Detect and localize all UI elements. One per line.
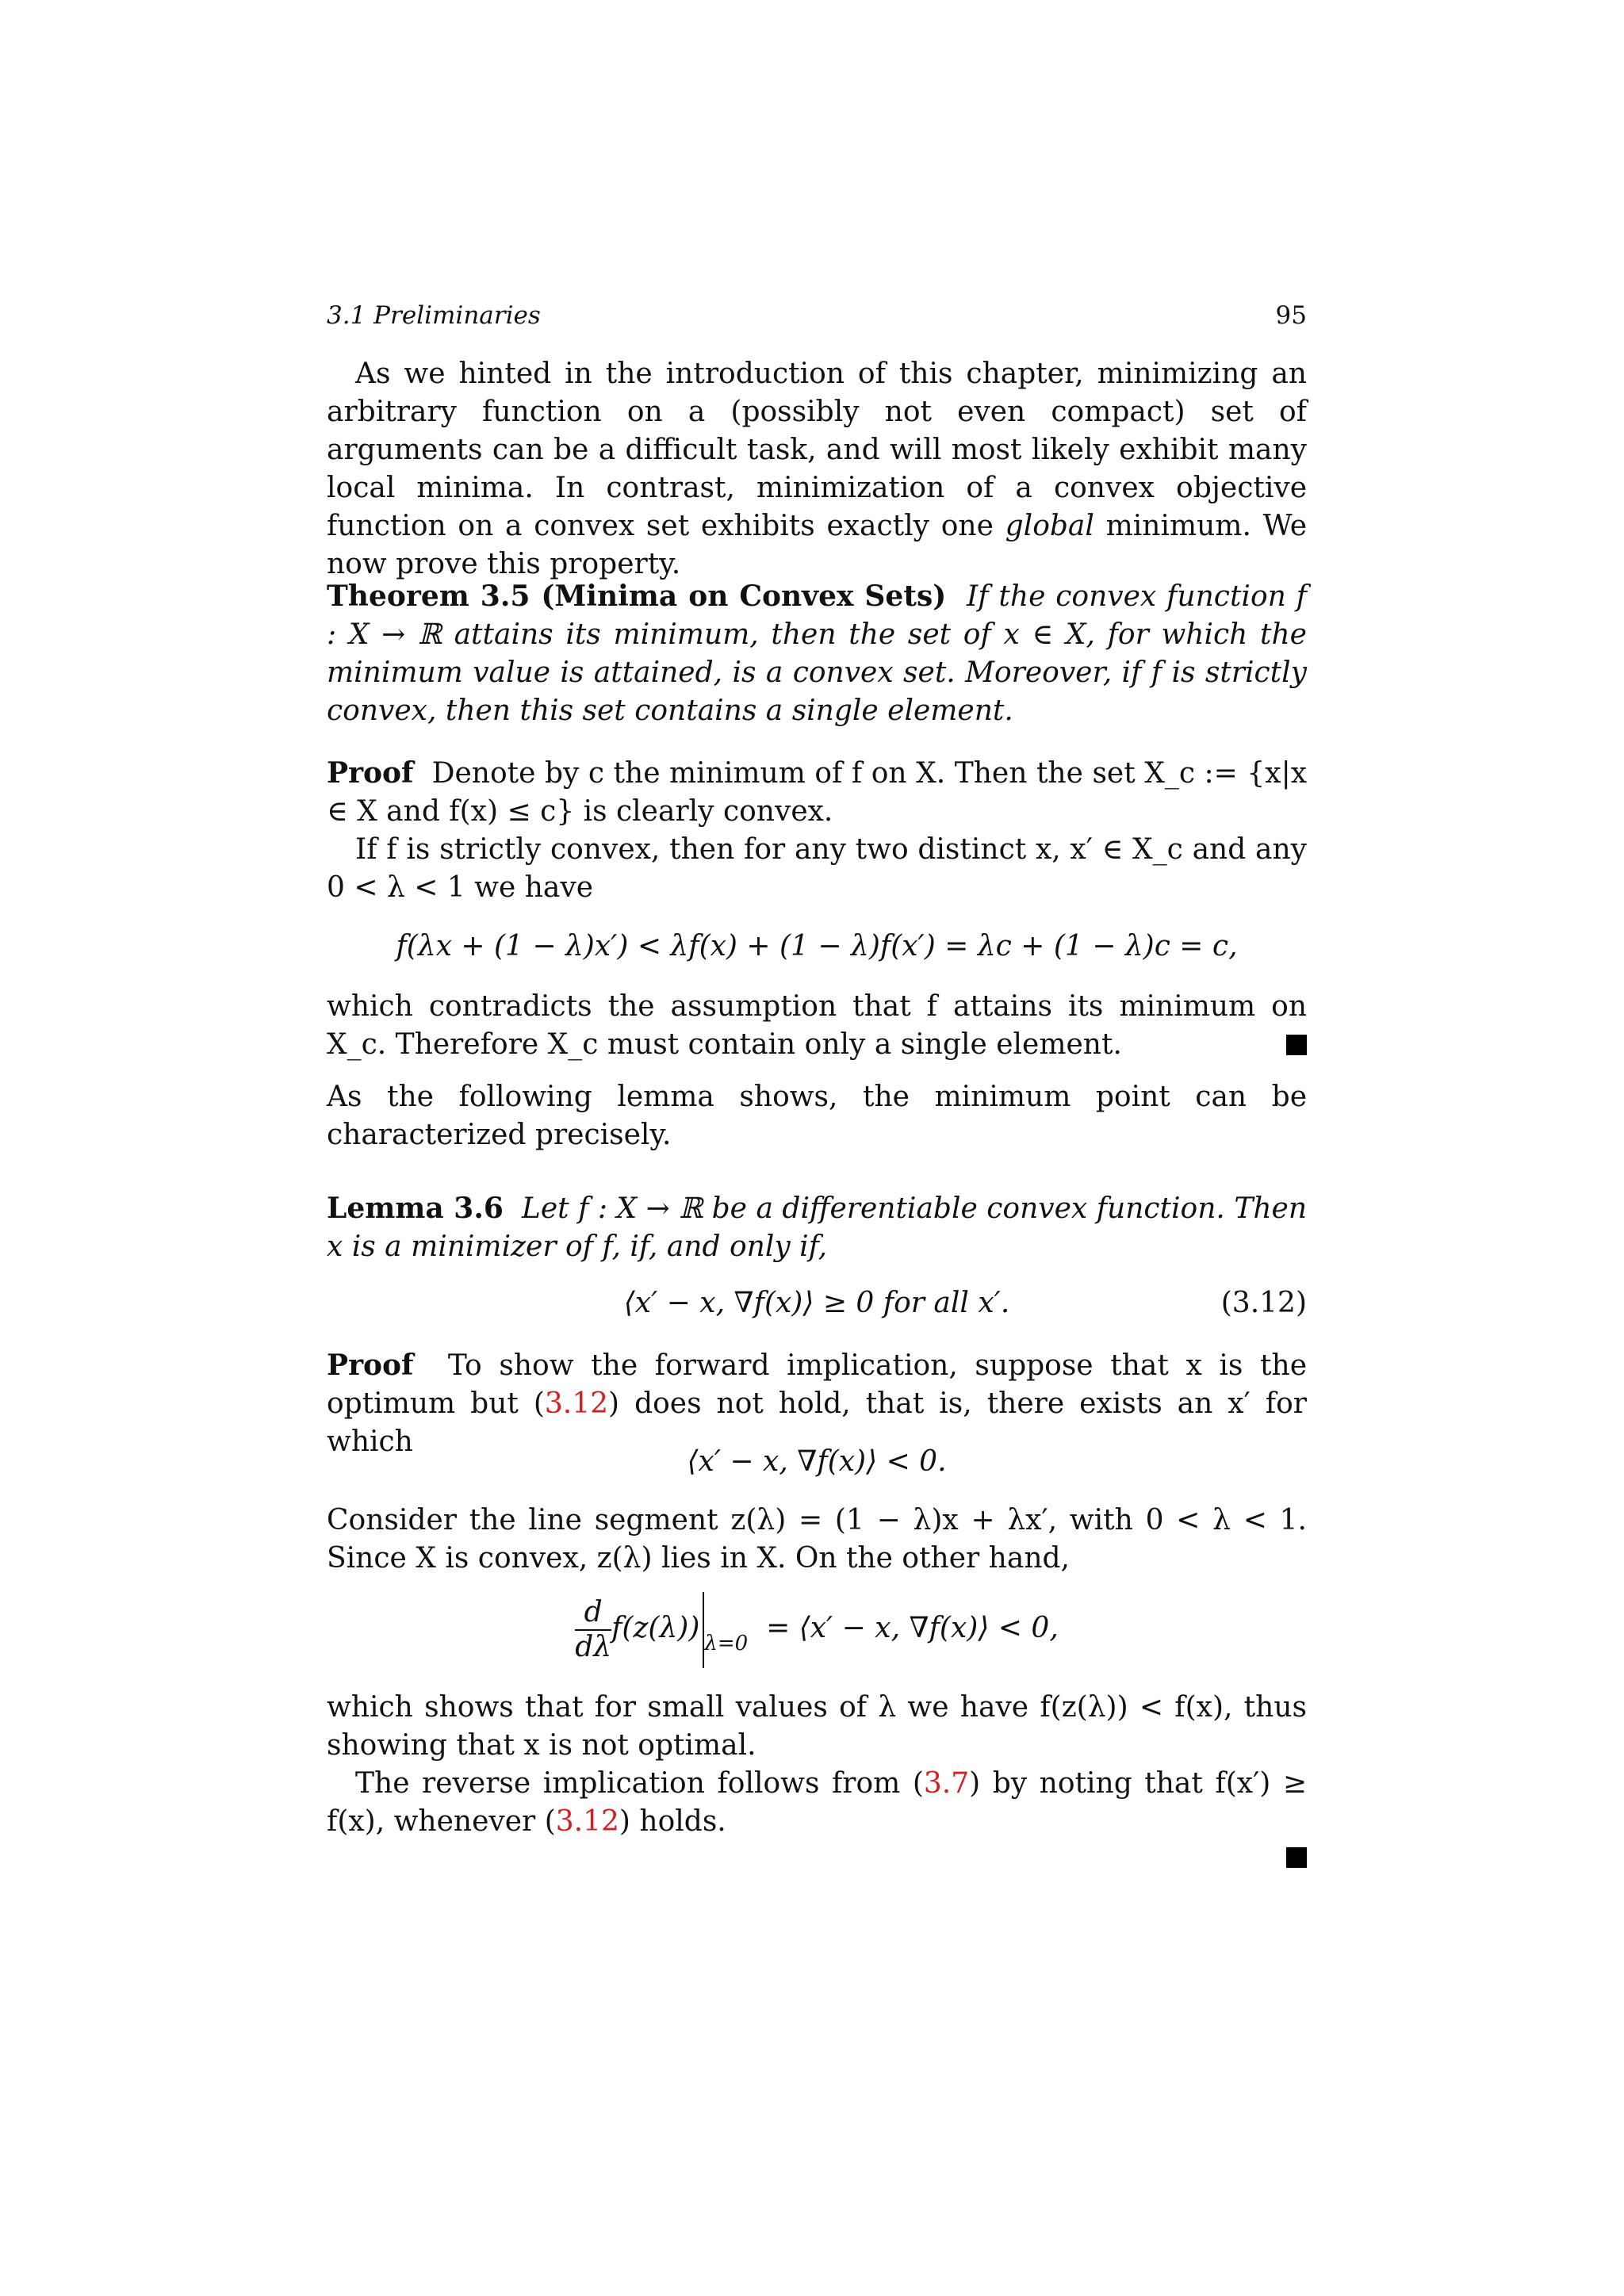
page-number: 95 [1275,301,1307,330]
lemma [327,1189,1307,1266]
proof-2-equation-1: ⟨x′ − x, ∇f(x)⟩ < 0. [687,1445,947,1478]
proof-2-paragraph-3 [327,1689,1307,1841]
intro-emphasis: global [1005,510,1094,542]
transition-text: As the following lemma shows, the minimum point can be characterized precisely. [327,1081,1307,1151]
proof-1-equation: f(λx + (1 − λ)x′) < λf(x) + (1 − λ)f(x′) = λc + (1 − λ)c = c, [396,930,1238,962]
proof-2-text-3: which shows that for small values of λ we have f(z(λ)) < f(x), thus showing that x is not optimal. [327,1691,1307,1762]
proof-1 [327,754,1307,907]
proof-1-text: Denote by c the minimum of f on X. Then the set X_c := {x|x ∈ X and f(x) ≤ c} is clearly convex. [327,757,1307,828]
qed-mark [1286,1035,1307,1055]
derivative-function: f(z(λ)) [611,1612,700,1644]
derivative-fraction [575,1596,611,1664]
derivative-equation [327,1592,1307,1668]
proof-2-text-b: ) does not hold, that is, there exists an x′ for which [327,1387,1307,1458]
lemma-label: Lemma 3.6 [327,1192,504,1225]
proof-1-text-3: which contradicts the assumption that f attains its minimum on X_c. Therefore X_c must contain only a single element. [327,990,1307,1061]
qed-mark [1286,1847,1307,1868]
intro-paragraph [327,355,1307,584]
proof-2-text-4c: ) holds. [619,1805,726,1838]
intro-text: As we hinted in the introduction of this chapter, minimizing an arbitrary function on a (possibly not even compact) set of arguments can be a difficult task, and will most likely exhibit many local minima. In contrast, minimization of a convex objective function on a convex set exhibits exactly one [327,358,1307,542]
proof-2-text-2: Consider the line segment z(λ) = (1 − λ)x + λx′, with 0 < λ < 1. Since X is convex, z(λ) lies in X. On the other hand, [327,1504,1307,1575]
proof-2-label: Proof [327,1349,414,1382]
evaluation-bar [703,1592,704,1668]
theorem [327,577,1307,730]
evaluation-point: λ=0 [704,1632,749,1655]
proof-2-text: To show the forward implication, suppose that x is the optimum but ( [327,1349,1308,1420]
derivative-numerator: d [575,1596,611,1631]
derivative-rhs: = ⟨x′ − x, ∇f(x)⟩ < 0, [766,1612,1059,1644]
equation-ref-link[interactable]: 3.7 [923,1767,970,1800]
proof-2-paragraph-2 [327,1502,1307,1578]
proof-1-text-2: If f is strictly convex, then for any two distinct x, x′ ∈ X_c and any 0 < λ < 1 we have [327,833,1307,904]
proof-1-conclusion [327,988,1307,1064]
lemma-equation-body: ⟨x′ − x, ∇f(x)⟩ ≥ 0 for all x′. [623,1287,1010,1319]
running-header [327,301,1307,333]
theorem-statement: If the convex function f : X → ℝ attains its minimum, then the set of x ∈ X, for which the minimum value is attained, is a convex set. Moreover, if f is strictly convex, then this set contains a single element. [327,580,1308,727]
lemma-equation [327,1284,1307,1322]
theorem-label: Theorem 3.5 (Minima on Convex Sets) [327,580,947,613]
intro-text-end: minimum. We now prove this property. [327,510,1307,580]
derivative-denominator: dλ [575,1631,612,1663]
lemma-statement: Let f : X → ℝ be a differentiable convex function. Then x is a minimizer of f, if, and only if, [327,1192,1308,1263]
proof-2-text-4b: ) by noting that f(x′) ≥ f(x), whenever ( [327,1767,1307,1838]
transition-paragraph [327,1078,1307,1154]
equation-ref-link[interactable]: 3.12 [555,1805,619,1838]
section-title: 3.1 Preliminaries [327,301,541,330]
equation-number: (3.12) [1220,1287,1307,1319]
proof-2-text-4: The reverse implication follows from ( [355,1767,924,1800]
equation-ref-link[interactable]: 3.12 [544,1387,609,1420]
proof-label: Proof [327,756,414,790]
